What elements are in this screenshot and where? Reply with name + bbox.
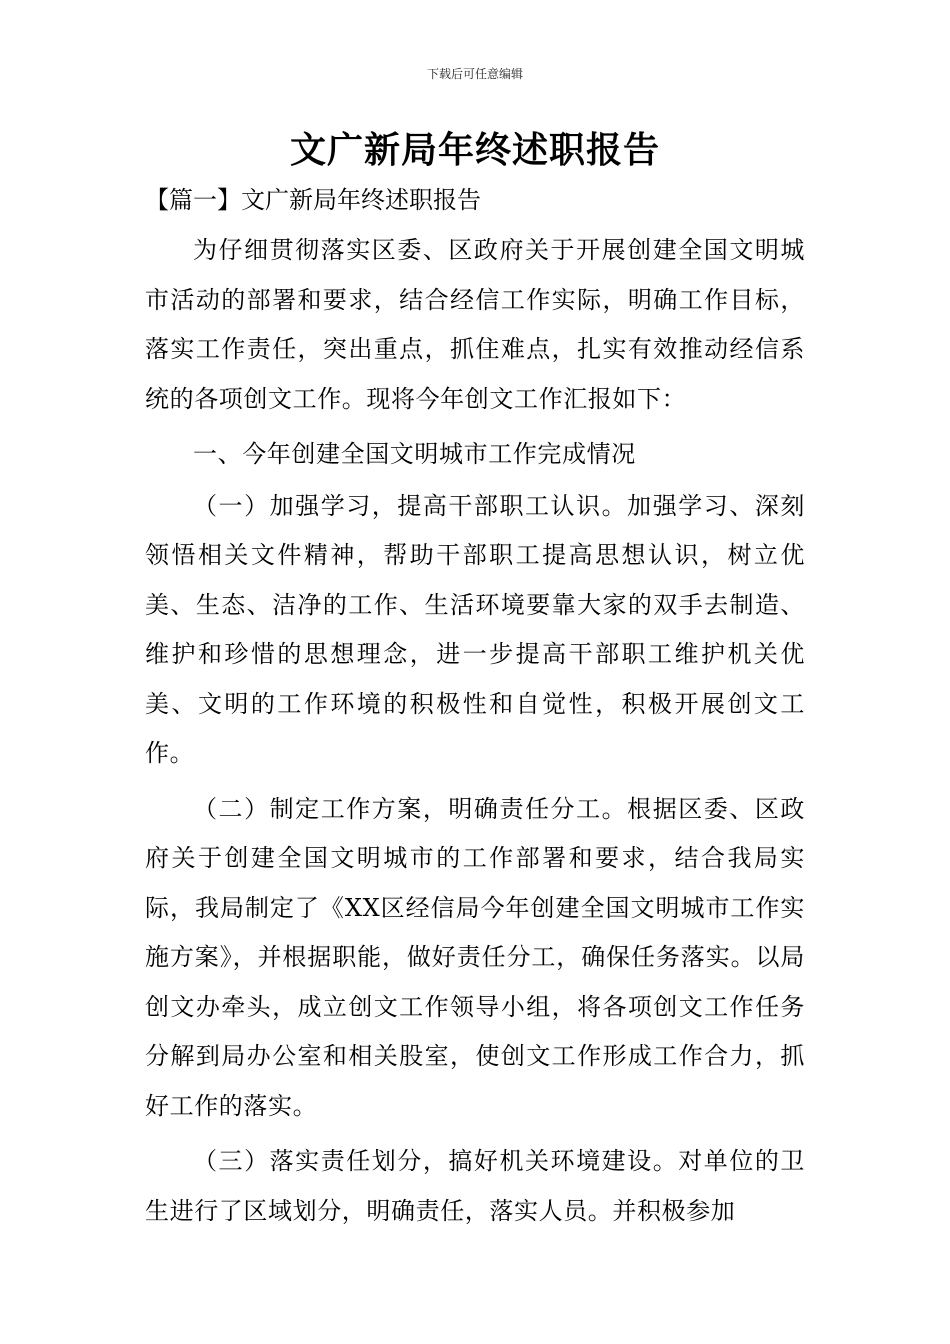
document-body [145,226,805,1242]
paragraph-item-one: （一）加强学习，提高干部职工认识。加强学习、深刻领悟相关文件精神，帮助干部职工提高思想认识，树立优美、生态、洁净的工作、生活环境要靠大家的双手去制造、维护和珍惜的思想理念，进一步提高干部职工维护机关优美、文明的工作环境的积极性和自觉性，积极开展创文工作。 [145,491,805,767]
paragraph-intro: 为仔细贯彻落实区委、区政府关于开展创建全国文明城市活动的部署和要求，结合经信工作实际，明确工作目标，落实工作责任，突出重点，抓住难点，扎实有效推动经信系统的各项创文工作。现将今年创文工作汇报如下： [145,236,805,413]
paragraph-item-two: （二）制定工作方案，明确责任分工。根据区委、区政府关于创建全国文明城市的工作部署和要求，结合我局实际，我局制定了《XX区经信局今年创建全国文明城市工作实施方案》，并根据职能，做好责任分工，确保任务落实。以局创文办牵头，成立创文工作领导小组，将各项创文工作任务分解到局办公室和相关股室，使创文工作形成工作合力，抓好工作的落实。 [145,794,805,1120]
paragraph-item-three: （三）落实责任划分，搞好机关环境建设。对单位的卫生进行了区域划分，明确责任，落实人员。并积极参加 [145,1147,805,1225]
paragraph-section-one-heading: 一、今年创建全国文明城市工作完成情况 [193,440,636,468]
section-heading: 【篇一】文广新局年终述职报告 [145,186,481,214]
document-title: 文广新局年终述职报告 [289,129,660,171]
header-note: 下载后可任意编辑 [426,67,523,81]
